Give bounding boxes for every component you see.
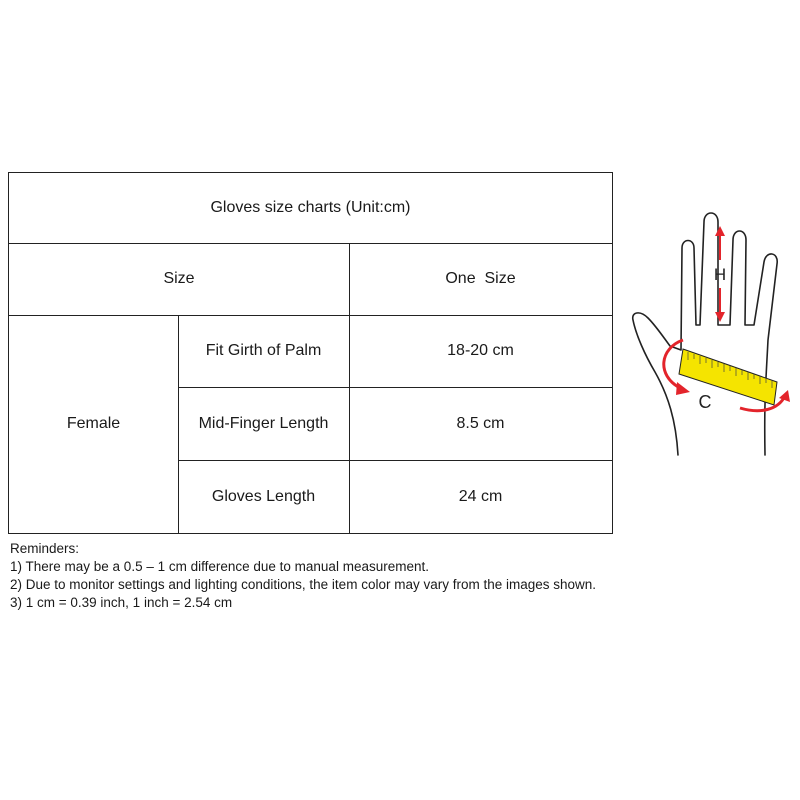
row-label-mid-finger: Mid-Finger Length <box>198 414 329 432</box>
reminder-item: 3) 1 cm = 0.39 inch, 1 inch = 2.54 cm <box>10 595 233 610</box>
row-value-palm-girth: 18-20 cm <box>447 342 514 359</box>
group-label-female: Female <box>66 415 121 432</box>
row-value-gloves-length: 24 cm <box>458 487 503 505</box>
row-label-gloves-length: Gloves Length <box>211 487 316 505</box>
hand-measurement-illustration <box>625 210 800 460</box>
row-label-palm-girth: Fit Girth of Palm <box>205 342 322 359</box>
reminders-heading: Reminders: <box>10 541 80 556</box>
reminders-block <box>10 540 600 612</box>
row-value-mid-finger: 8.5 cm <box>456 414 505 432</box>
reminder-item: 2) Due to monitor settings and lighting conditions, the item color may vary from the images shown. <box>10 577 597 592</box>
circumference-label: C <box>698 392 712 412</box>
size-value-header: One Size <box>445 270 516 287</box>
size-chart-table <box>8 172 613 534</box>
reminder-item: 1) There may be a 0.5 – 1 cm difference due to manual measurement. <box>10 559 429 574</box>
table-title: Gloves size charts (Unit:cm) <box>210 199 411 216</box>
height-label: H <box>713 265 727 284</box>
size-header: Size <box>163 270 195 287</box>
hand-outline-icon <box>633 213 777 455</box>
